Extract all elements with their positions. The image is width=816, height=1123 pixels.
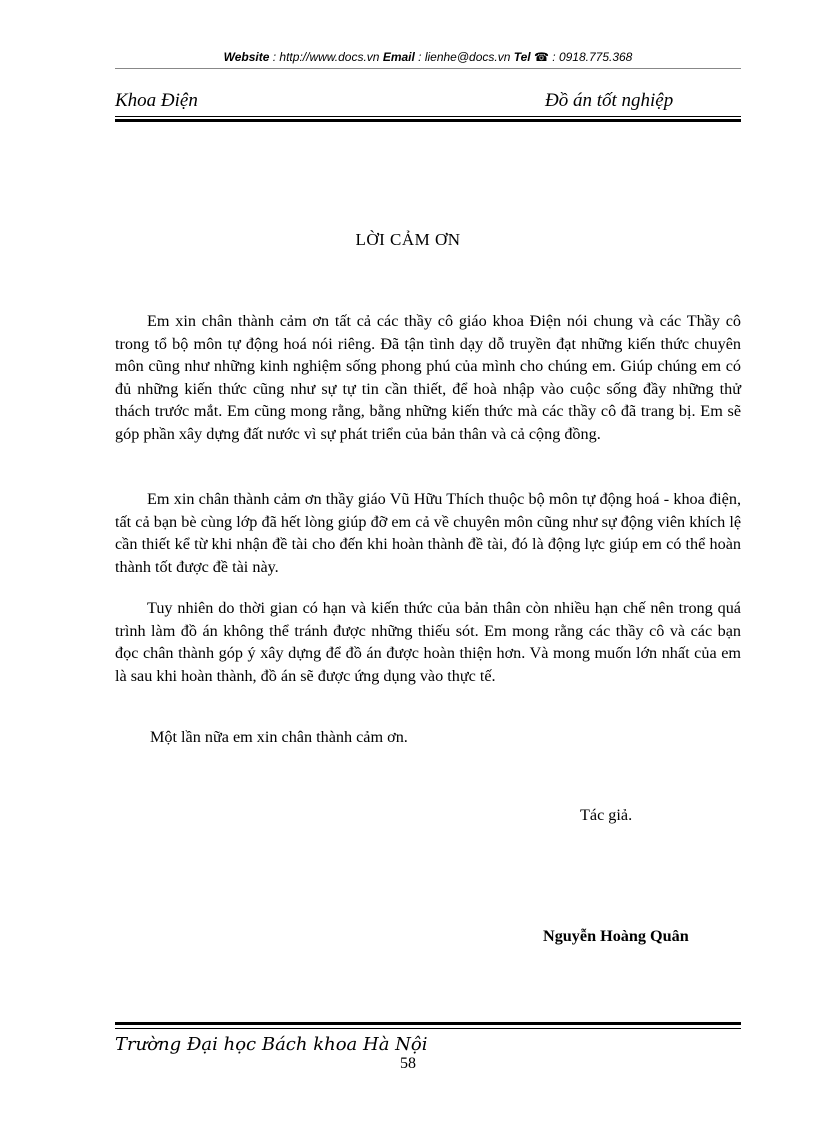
paragraph-1: Em xin chân thành cảm ơn tất cả các thầy cô giáo khoa Điện nói chung và các Thầy cô trong tổ bộ môn tự động hoá nói riêng. Đã tận tình dạy dỗ truyền đạt những kiến thức chuyên môn cũng như những kinh nghiệm sống phong phú của mình cho chúng em. Giúp chúng em có đủ những kiến thức cũng như sự tự tin cần thiết, để hoà nhập vào cuộc sống đầy những thử thách trước mắt. Em cũng mong rằng, bằng những kiến thức mà các thầy cô đã trang bị. Em sẽ góp phần xây dựng đất nước vì sự phát triển của bản thân và cả cộng đồng. [115,312,741,443]
website-label: Website [223,50,270,64]
tel-value: : 0918.775.368 [548,50,633,64]
paragraph-3: Tuy nhiên do thời gian có hạn và kiến thức của bản thân còn nhiều hạn chế nên trong quá trình làm đồ án không thể tránh được những thiếu sót. Em mong rằng các thầy cô và các bạn đọc chân thành góp ý xây dựng để đồ án được hoàn thiện hơn. Và mong muốn lớn nhất của em là sau khi hoàn thành, đồ án sẽ được ứng dụng vào thực tế. [115,599,741,685]
footer-divider-thick [115,1022,741,1025]
header-divider-thin [115,116,741,117]
footer-university: Trường Đại học Bách khoa Hà Nội [115,1034,428,1055]
paragraph-closing: Một lần nữa em xin chân thành cảm ơn. [150,728,408,746]
footer-divider-thin [115,1028,741,1029]
website-contact-bar [115,50,741,64]
tel-label: Tel [513,50,531,64]
header-divider-thick [115,119,741,122]
author-name: Nguyễn Hoàng Quân [543,927,689,945]
phone-icon: ☎ [533,50,549,64]
author-label: Tác giả. [580,806,633,824]
paragraph-2: Em xin chân thành cảm ơn thầy giáo Vũ Hữu Thích thuộc bộ môn tự động hoá - khoa điện, tất cả bạn bè cùng lớp đã hết lòng giúp đỡ em cả về chuyên môn cũng như sự động viên khích lệ cần thiết kể từ khi nhận đề tài cho đến khi hoàn thành đề tài, đó là động lực giúp em có thể hoàn thành tốt được đề tài này. [115,490,741,576]
website-value[interactable]: : http://www.docs.vn [269,50,383,64]
email-label: Email [382,50,415,64]
top-bar-divider [115,68,741,69]
page-number: 58 [400,1055,416,1072]
header-department: Khoa Điện [115,90,198,111]
page-title: LỜI CẢM ƠN [355,230,461,249]
email-value[interactable]: : lienhe@docs.vn [414,50,514,64]
header-document-type: Đồ án tốt nghiệp [545,90,674,111]
